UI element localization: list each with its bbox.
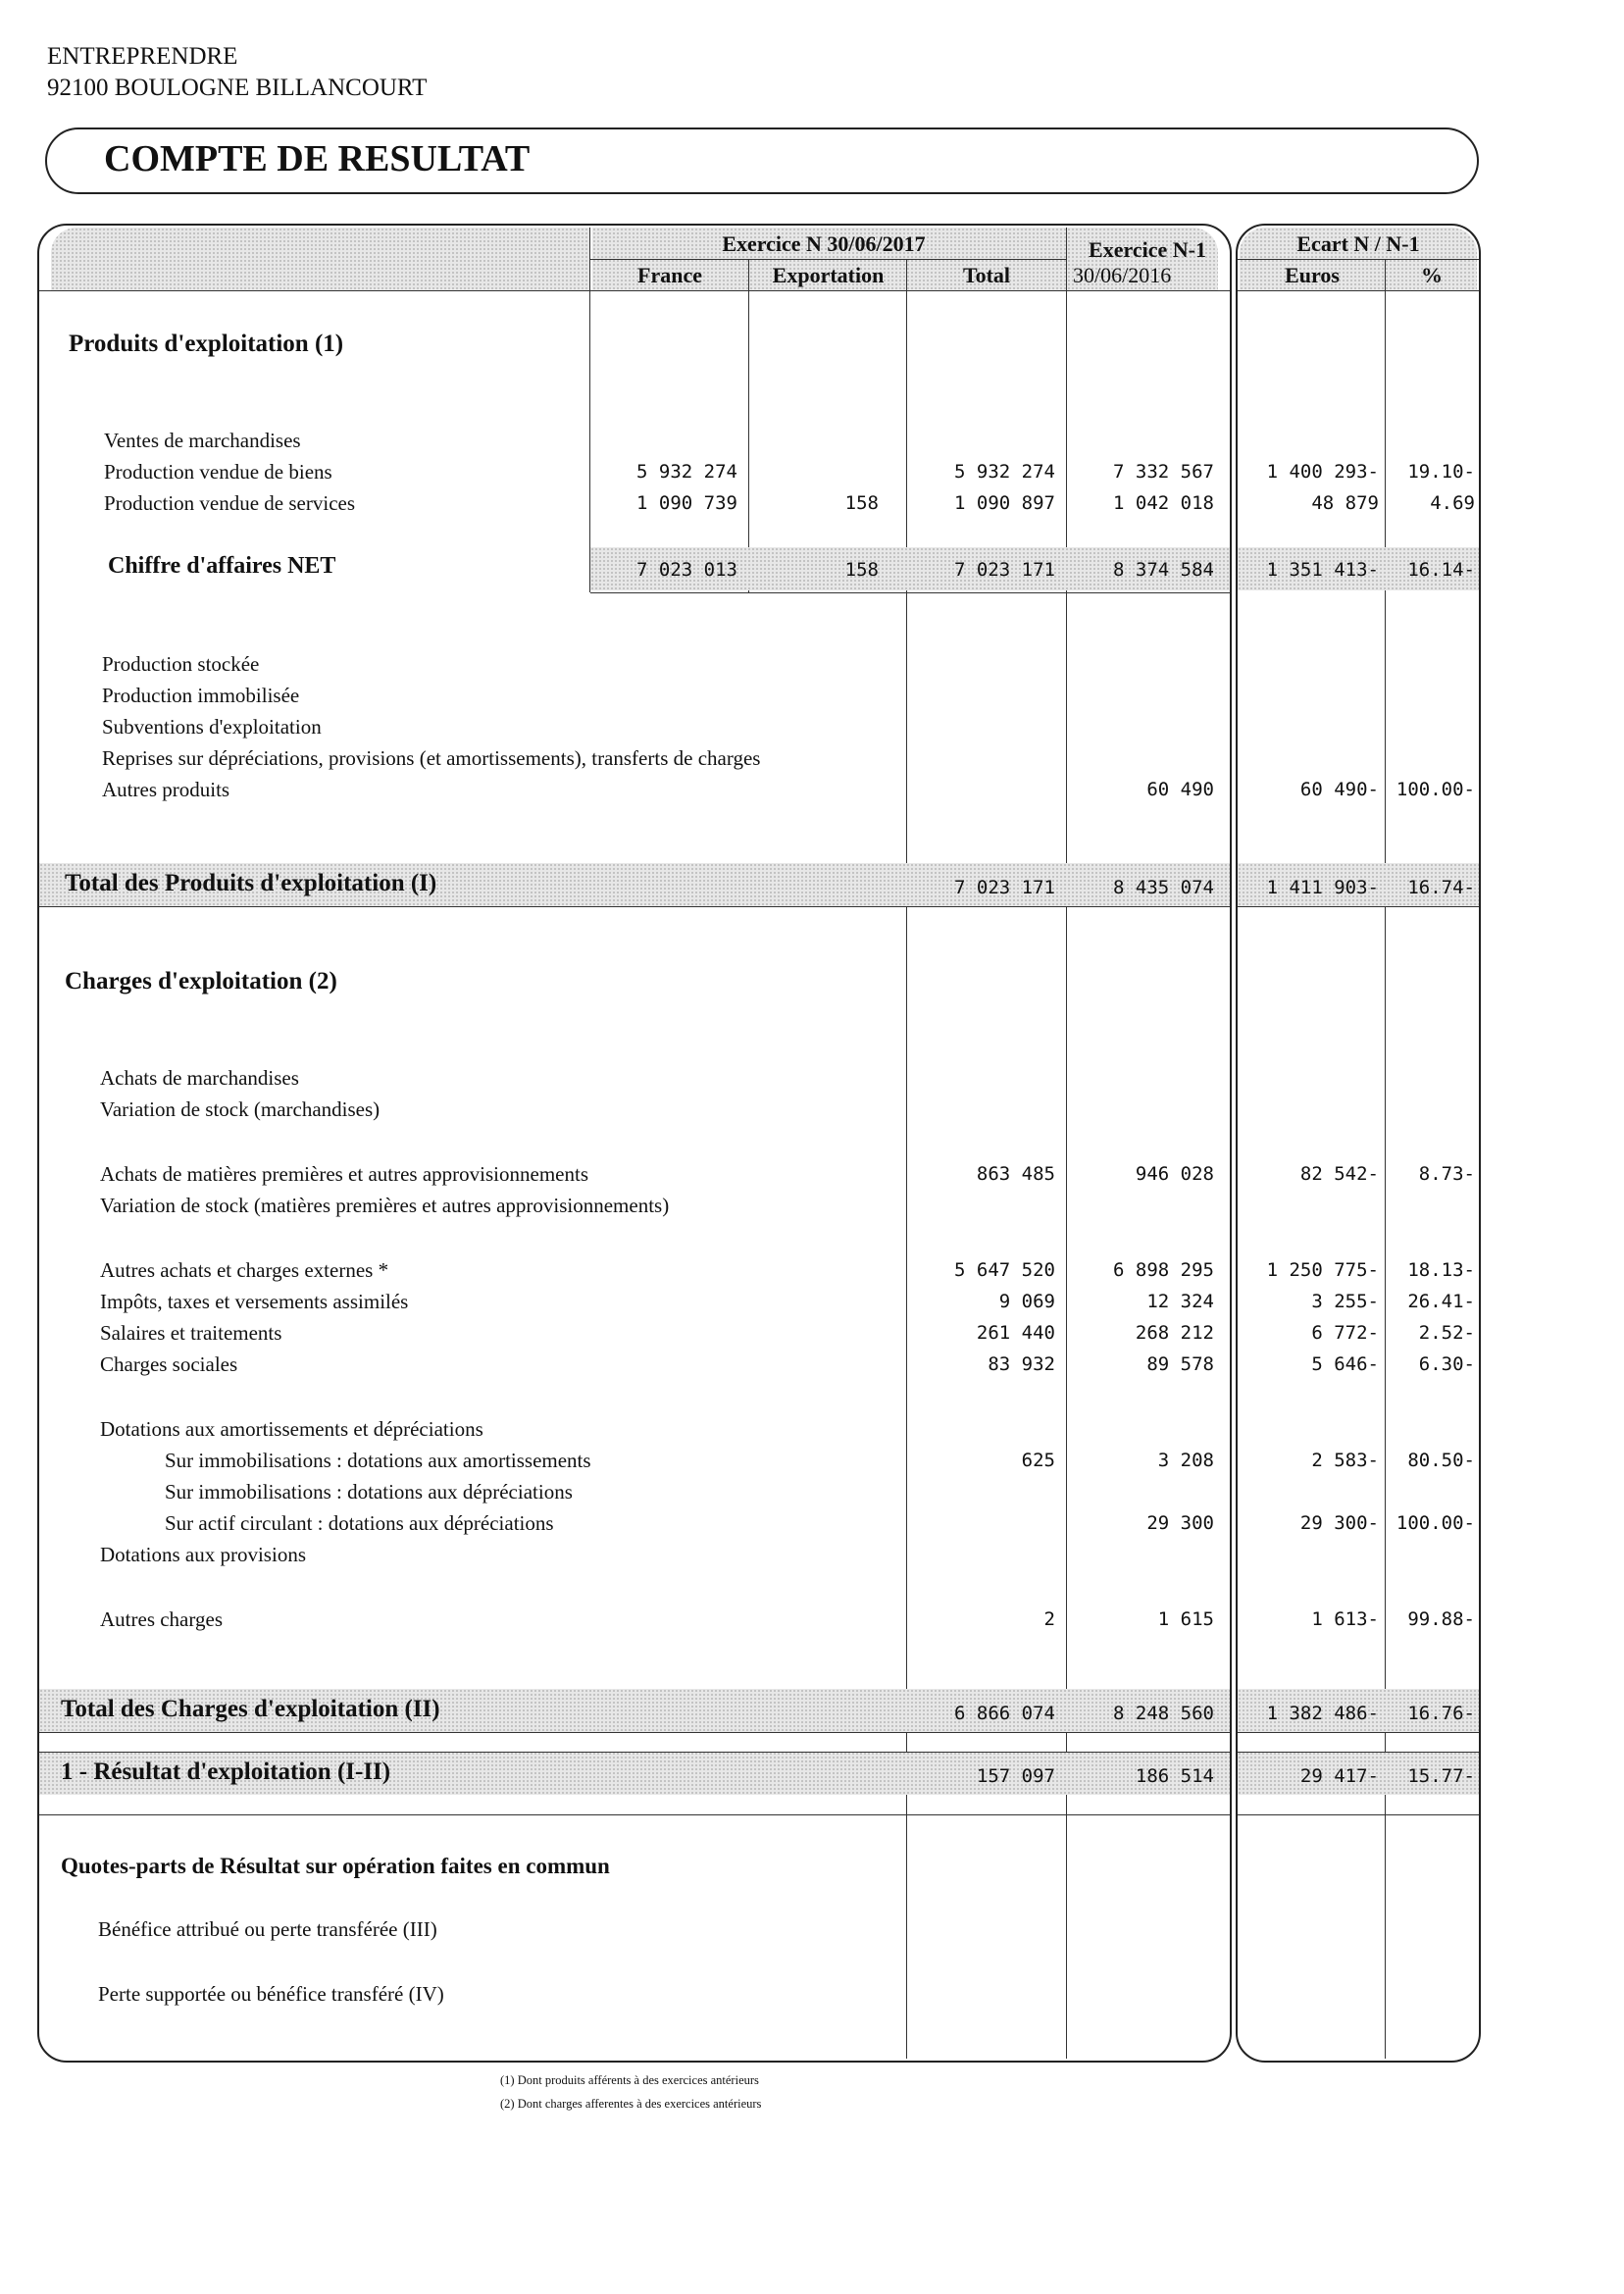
cell-ecart: 5 646- [1311,1353,1379,1375]
row-label-r-salaires: Salaires et traitements [100,1321,282,1345]
header-pct: % [1421,263,1443,287]
cell-n1: 8 435 074 [1113,877,1214,898]
row-label-r-immob: Production immobilisée [102,684,300,707]
cell-ecart: 1 613- [1311,1608,1379,1630]
row-label-r-prod-exp: Produits d'exploitation (1) [69,331,344,357]
cell-total: 5 647 520 [954,1259,1055,1281]
header-exportation: Exportation [772,263,885,287]
cell-n1: 1 042 018 [1113,492,1214,514]
cell-n1: 89 578 [1146,1353,1214,1375]
cell-total: 83 932 [988,1353,1055,1375]
cell-pct: 15.77- [1407,1765,1475,1787]
row-label-r-perte: Perte supportée ou bénéfice transféré (IV) [98,1982,444,2006]
cell-pct: 4.69 [1430,492,1475,514]
cell-total: 6 866 074 [954,1703,1055,1724]
cell-pct: 19.10- [1407,461,1475,483]
cell-pct: 100.00- [1396,779,1475,800]
cell-n1: 186 514 [1135,1765,1214,1787]
row-label-r-var-march: Variation de stock (marchandises) [100,1097,381,1121]
header-date-n1: 30/06/2016 [1073,263,1172,287]
row-label-r-achats-mp: Achats de matières premières et autres approvisionnements [100,1162,588,1186]
cell-pct: 18.13- [1407,1259,1475,1281]
cell-n1: 12 324 [1146,1291,1214,1312]
footnote-2: (2) Dont charges afferentes à des exercices antérieurs [500,2097,762,2111]
company-block [47,41,427,104]
company-name: ENTREPRENDRE [47,43,238,70]
row-label-r-biens: Production vendue de biens [104,460,332,484]
row-label-r-ventes: Ventes de marchandises [104,429,301,452]
row-label-r-quotes: Quotes-parts de Résultat sur opération faites en commun [61,1854,610,1878]
cell-n1: 8 248 560 [1113,1703,1214,1724]
row-label-r-dot-prov: Dotations aux provisions [100,1543,306,1566]
row-label-r-dot-actif: Sur actif circulant : dotations aux dépréciations [165,1511,554,1535]
cell-ecart: 1 382 486- [1266,1703,1379,1724]
cell-pct: 6.30- [1418,1353,1475,1375]
cell-n1: 60 490 [1146,779,1214,800]
row-label-r-benefice: Bénéfice attribué ou perte transférée (III) [98,1917,437,1941]
header-ecart: Ecart N / N-1 [1296,231,1420,256]
cell-total: 157 097 [976,1765,1055,1787]
cell-total: 5 932 274 [954,461,1055,483]
row-label-r-ca: Chiffre d'affaires NET [108,553,336,579]
cell-n1: 1 615 [1157,1608,1214,1630]
cell-ecart: 60 490- [1299,779,1379,800]
cell-ecart: 48 879 [1311,492,1379,514]
row-label-r-subv: Subventions d'exploitation [102,715,322,739]
cell-ecart: 1 400 293- [1266,461,1379,483]
header-shade-label [51,228,590,290]
cell-n1: 946 028 [1135,1163,1214,1185]
cell-ecart: 2 583- [1311,1450,1379,1471]
cell-total: 7 023 171 [954,877,1055,898]
row-label-r-autres-prod: Autres produits [102,778,230,801]
cell-ecart: 6 772- [1311,1322,1379,1344]
header-euros: Euros [1285,263,1340,287]
row-label-r-dot-dep: Sur immobilisations : dotations aux dépréciations [165,1480,573,1504]
col-divider-france [589,228,590,592]
cell-n1: 7 332 567 [1113,461,1214,483]
cell-total: 1 090 897 [954,492,1055,514]
cell-france: 7 023 013 [636,559,737,581]
cell-n1: 6 898 295 [1113,1259,1214,1281]
cell-ecart: 3 255- [1311,1291,1379,1312]
cell-export: 158 [844,559,879,581]
row-label-r-autres-achats: Autres achats et charges externes * [100,1258,389,1282]
header-exercice-n: Exercice N 30/06/2017 [722,231,926,256]
cell-pct: 2.52- [1418,1322,1475,1344]
row-label-r-charges: Charges d'exploitation (2) [65,968,337,994]
row-label-r-reprises: Reprises sur dépréciations, provisions (et amortissements), transferts de charges [102,746,761,770]
cell-ecart: 29 300- [1299,1512,1379,1534]
row-label-r-total-prod: Total des Produits d'exploitation (I) [65,870,437,896]
cell-pct: 80.50- [1407,1450,1475,1471]
row-label-r-sociales: Charges sociales [100,1352,238,1376]
cell-n1: 3 208 [1157,1450,1214,1471]
header-total: Total [962,263,1011,287]
cell-france: 1 090 739 [636,492,737,514]
row-label-r-dot-amort: Sur immobilisations : dotations aux amortissements [165,1449,591,1472]
row-label-r-resultat: 1 - Résultat d'exploitation (I-II) [61,1759,391,1785]
cell-total: 7 023 171 [954,559,1055,581]
footnote-1: (1) Dont produits afférents à des exercices antérieurs [500,2073,759,2087]
col-divider-export [748,259,749,592]
cell-total: 2 [1043,1608,1055,1630]
cell-n1: 268 212 [1135,1322,1214,1344]
cell-pct: 100.00- [1396,1512,1475,1534]
page-title: COMPTE DE RESULTAT [104,138,531,179]
cell-n1: 29 300 [1146,1512,1214,1534]
cell-ecart: 1 411 903- [1266,877,1379,898]
row-label-r-autres-charges: Autres charges [100,1607,223,1631]
cell-pct: 16.14- [1407,559,1475,581]
cell-pct: 8.73- [1418,1163,1475,1185]
cell-total: 261 440 [976,1322,1055,1344]
cell-ecart: 1 351 413- [1266,559,1379,581]
cell-pct: 26.41- [1407,1291,1475,1312]
cell-pct: 16.76- [1407,1703,1475,1724]
header-exercice-n1: Exercice N-1 [1089,237,1206,262]
row-label-r-impots: Impôts, taxes et versements assimilés [100,1290,409,1313]
cell-pct: 16.74- [1407,877,1475,898]
cell-total: 625 [1021,1450,1055,1471]
cell-pct: 99.88- [1407,1608,1475,1630]
company-address: 92100 BOULOGNE BILLANCOURT [47,75,428,101]
row-label-r-stockee: Production stockée [102,652,260,676]
cell-total: 9 069 [998,1291,1055,1312]
row-label-r-services: Production vendue de services [104,491,356,515]
cell-ecart: 82 542- [1299,1163,1379,1185]
cell-ecart: 1 250 775- [1266,1259,1379,1281]
row-label-r-var-mp: Variation de stock (matières premières et autres approvisionnements) [100,1194,670,1217]
header-france: France [637,263,702,287]
cell-n1: 8 374 584 [1113,559,1214,581]
cell-france: 5 932 274 [636,461,737,483]
cell-total: 863 485 [976,1163,1055,1185]
row-label-r-achats-march: Achats de marchandises [100,1066,299,1090]
cell-export: 158 [844,492,879,514]
row-label-r-dotations: Dotations aux amortissements et dépréciations [100,1417,483,1441]
row-label-r-total-charges: Total des Charges d'exploitation (II) [61,1696,440,1722]
cell-ecart: 29 417- [1299,1765,1379,1787]
